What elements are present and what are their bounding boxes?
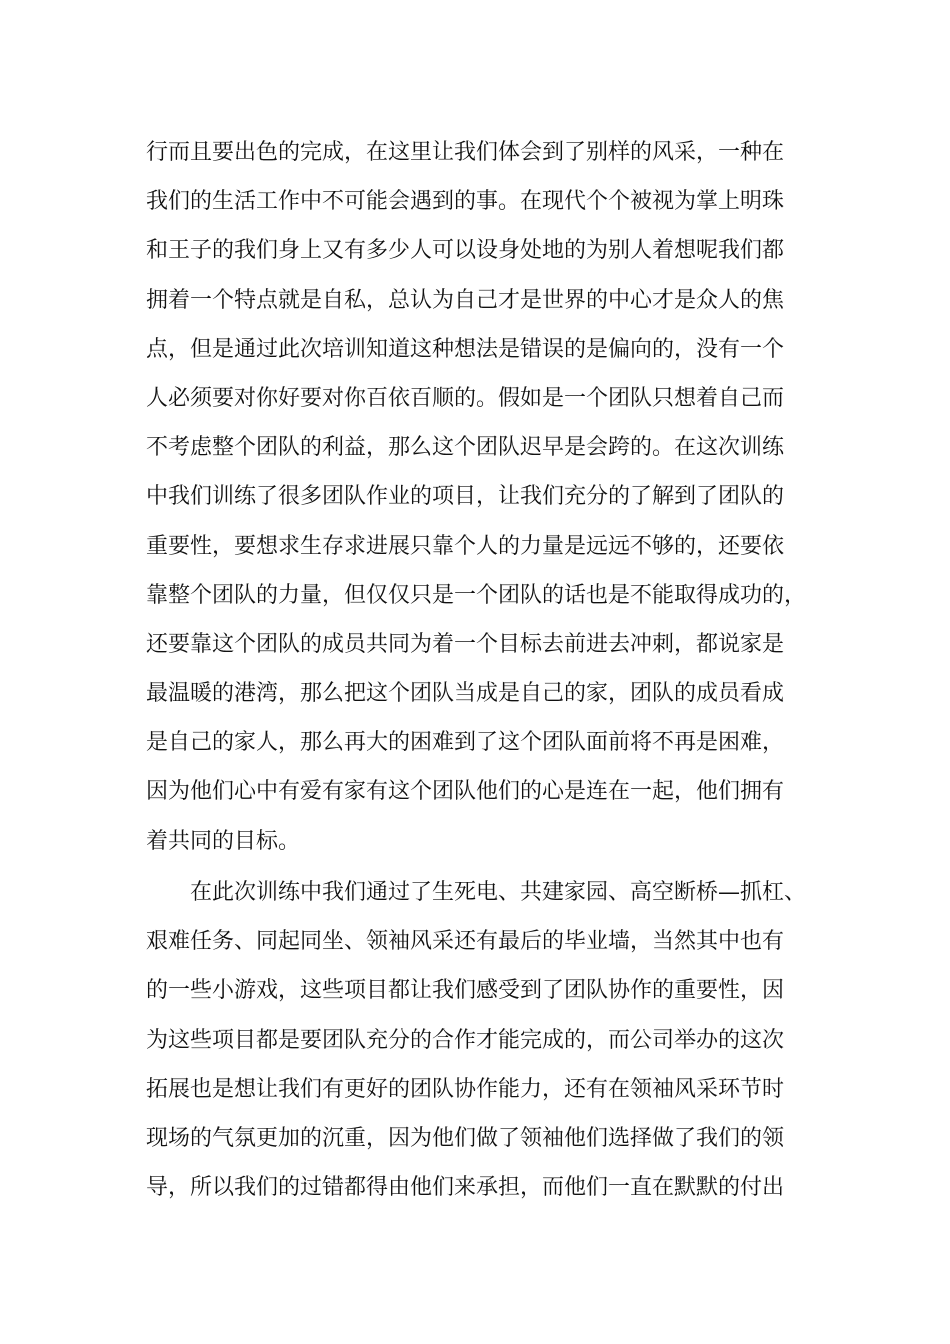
paragraph-line: 艰难任务、同起同坐、领袖风采还有最后的毕业墙，当然其中也有 xyxy=(146,929,785,955)
paragraph-line: 现场的气氛更加的沉重，因为他们做了领袖他们选择做了我们的领 xyxy=(146,1125,785,1151)
paragraph-line: 我们的生活工作中不可能会遇到的事。在现代个个被视为掌上明珠 xyxy=(146,189,785,215)
paragraph-line: 着共同的目标。 xyxy=(146,828,301,854)
paragraph-1 xyxy=(146,128,816,866)
paragraph-line: 为这些项目都是要团队充分的合作才能完成的，而公司举办的这次 xyxy=(146,1027,785,1053)
paragraph-line: 行而且要出色的完成，在这里让我们体会到了别样的风采，一种在 xyxy=(146,140,785,165)
paragraph-line: 还要靠这个团队的成员共同为着一个目标去前进去冲刺，都说家是 xyxy=(146,631,785,657)
paragraph-line: 因为他们心中有爱有家有这个团队他们的心是连在一起，他们拥有 xyxy=(146,779,785,805)
paragraph-2 xyxy=(146,868,816,1212)
paragraph-line: 拥着一个特点就是自私，总认为自己才是世界的中心才是众人的焦 xyxy=(146,287,785,313)
paragraph-line: 最温暖的港湾，那么把这个团队当成是自己的家，团队的成员看成 xyxy=(146,681,785,707)
paragraph-line: 重要性，要想求生存求进展只靠个人的力量是远远不够的，还要依 xyxy=(146,533,785,559)
paragraph-line: 靠整个团队的力量，但仅仅只是一个团队的话也是不能取得成功的， xyxy=(146,582,807,608)
paragraph-line: 人必须要对你好要对你百依百顺的。假如是一个团队只想着自己而 xyxy=(146,385,785,411)
paragraph-line: 导，所以我们的过错都得由他们来承担，而他们一直在默默的付出 xyxy=(146,1175,785,1201)
paragraph-line: 拓展也是想让我们有更好的团队协作能力，还有在领袖风采环节时 xyxy=(146,1076,785,1102)
paragraph-line: 的一些小游戏，这些项目都让我们感受到了团队协作的重要性，因 xyxy=(146,978,785,1004)
paragraph-line: 点，但是通过此次培训知道这种想法是错误的是偏向的，没有一个 xyxy=(146,336,785,362)
paragraph-line: 和王子的我们身上又有多少人可以设身处地的为别人着想呢我们都 xyxy=(146,238,785,264)
paragraph-line: 在此次训练中我们通过了生死电、共建家园、高空断桥—抓杠、 xyxy=(190,880,807,905)
paragraph-line: 中我们训练了很多团队作业的项目，让我们充分的了解到了团队的 xyxy=(146,484,785,510)
paragraph-line: 不考虑整个团队的利益，那么这个团队迟早是会跨的。在这次训练 xyxy=(146,435,785,461)
paragraph-line: 是自己的家人，那么再大的困难到了这个团队面前将不再是困难， xyxy=(146,730,785,756)
